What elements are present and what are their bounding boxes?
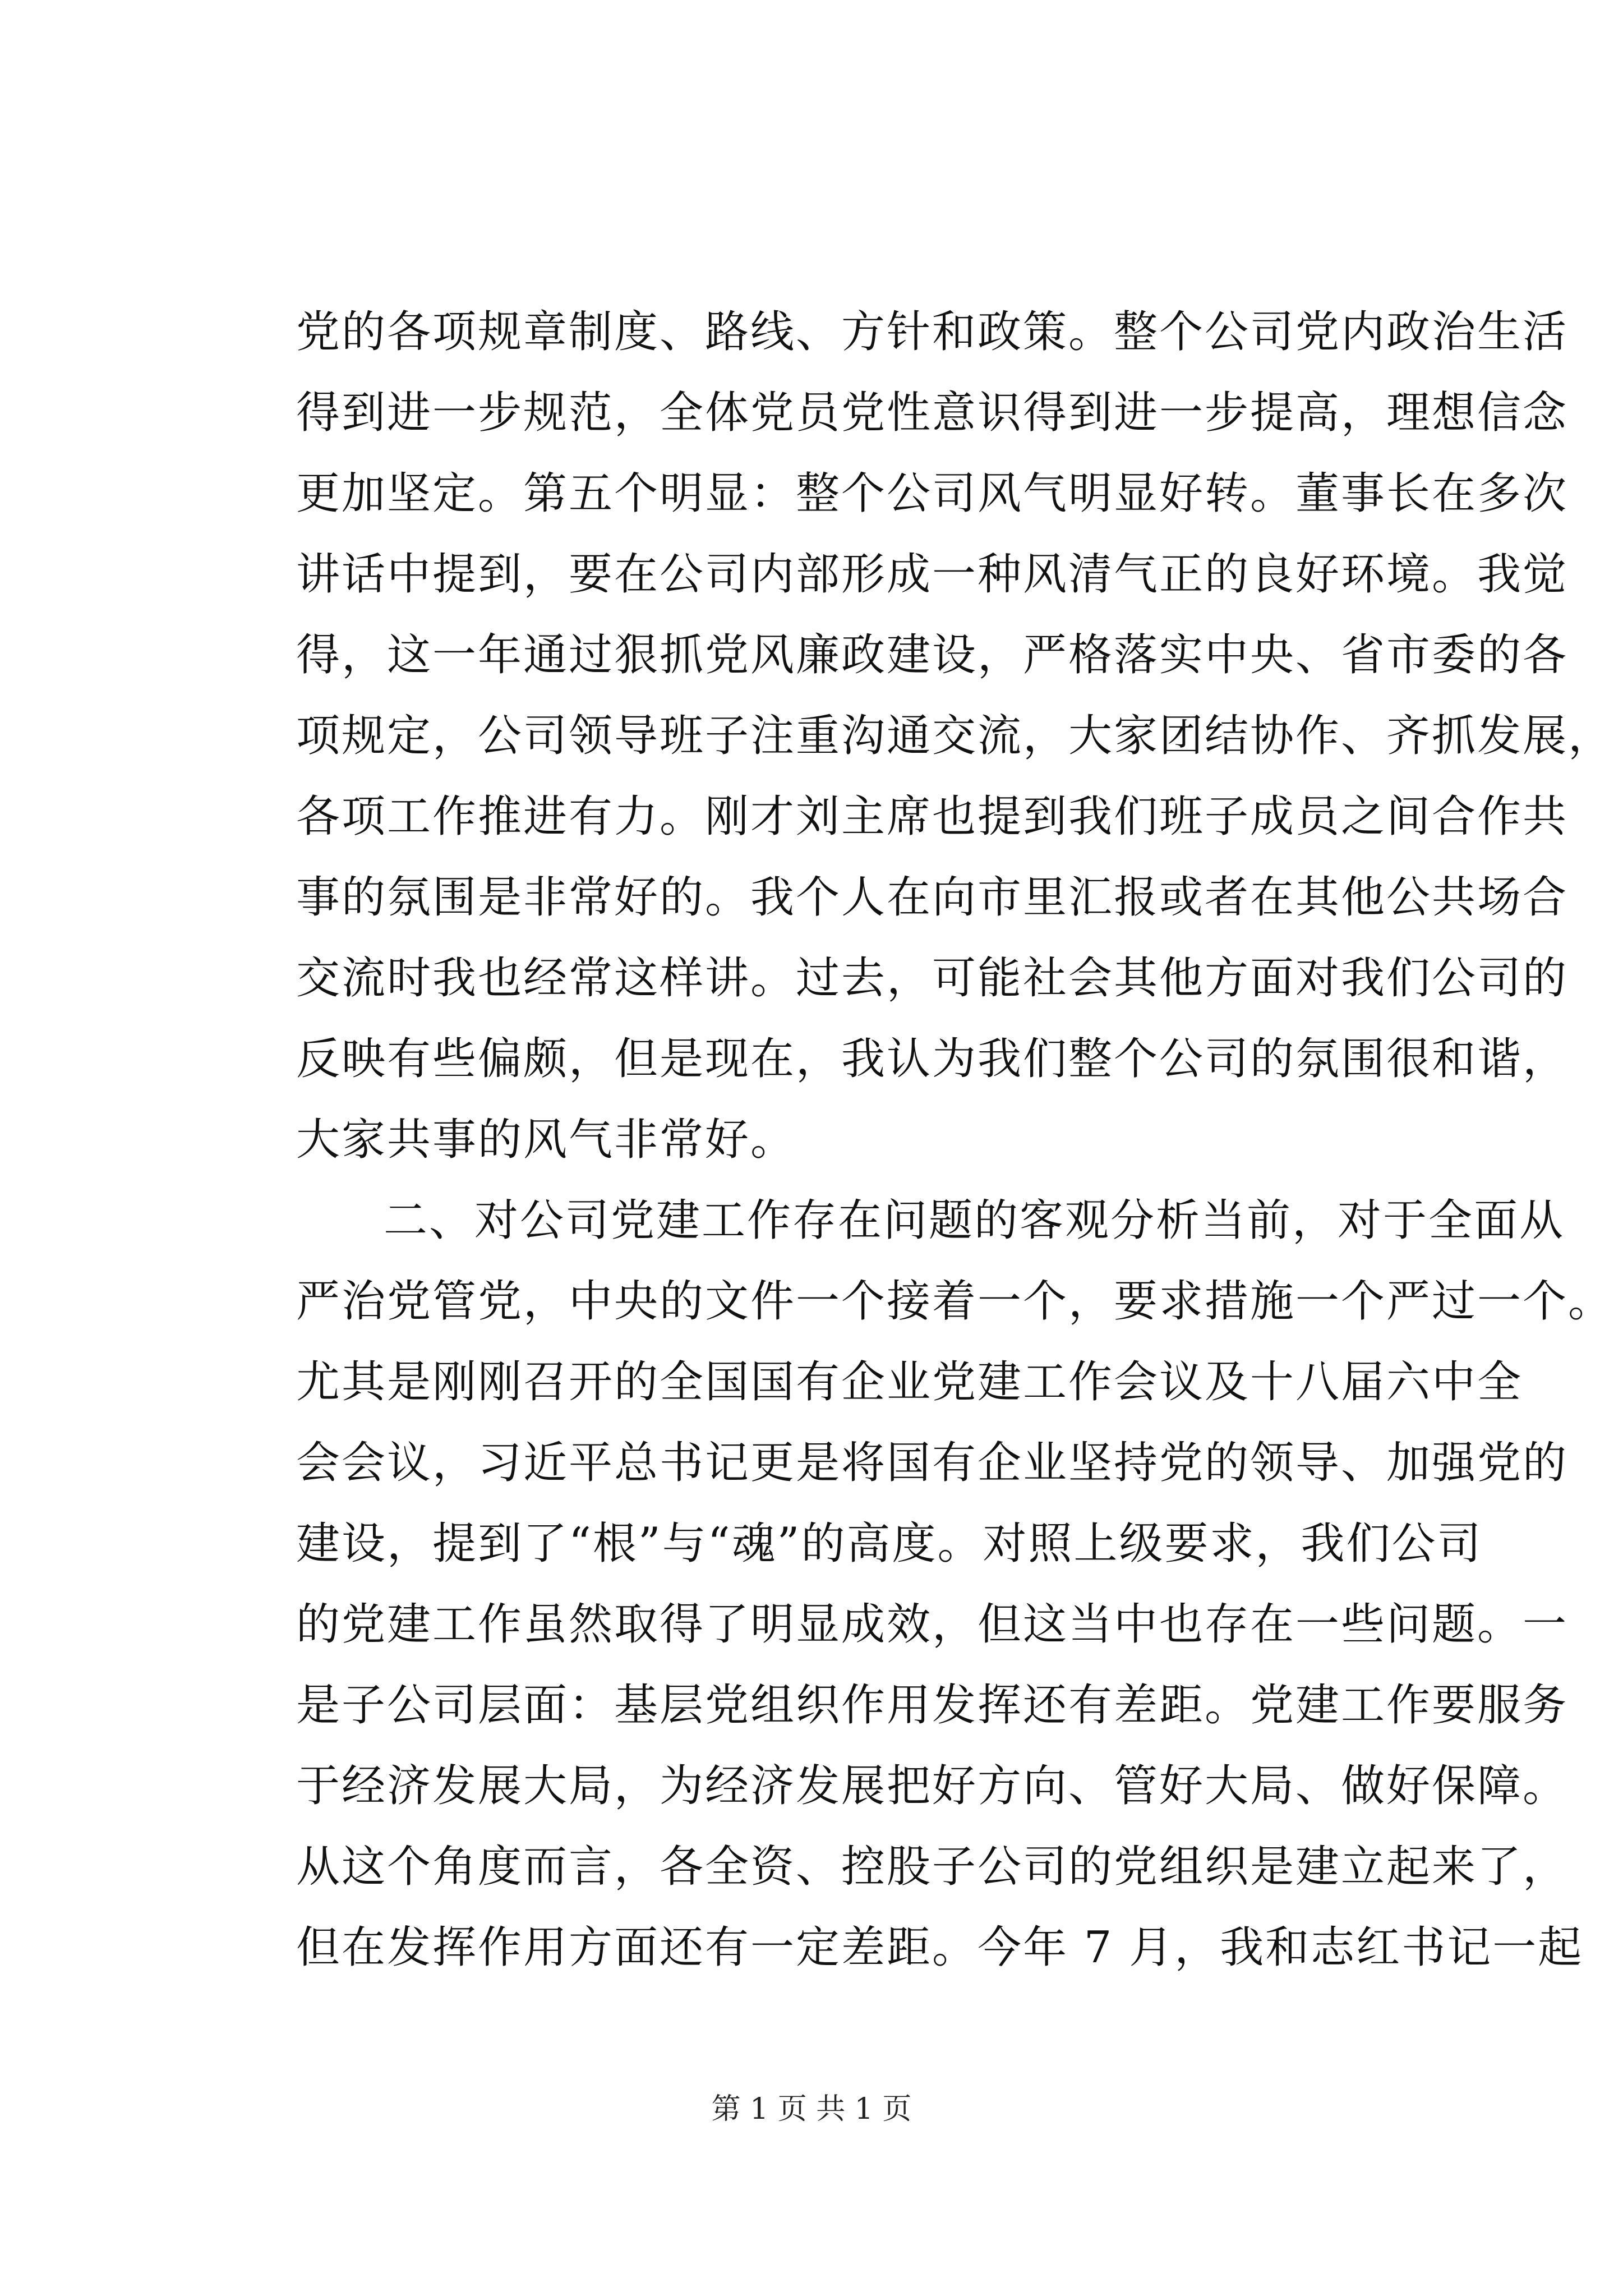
text-line: 二、对公司党建工作存在问题的客观分析当前，对于全面从: [384, 1195, 1565, 1246]
text-line: 反映有些偏颇，但是现在，我认为我们整个公司的氛围很和谐，: [296, 1034, 1569, 1084]
text-line: 项规定，公司领导班子注重沟通交流，大家团结协作、齐抓发展，: [296, 711, 1614, 761]
text-line: 会会议，习近平总书记更是将国有企业坚持党的领导、加强党的: [296, 1438, 1569, 1488]
text-line: 得到进一步规范，全体党员党性意识得到进一步提高，理想信念: [296, 388, 1569, 438]
page-footer: 第 1 页 共 1 页: [711, 2092, 912, 2126]
text-line: 各项工作推进有力。刚才刘主席也提到我们班子成员之间合作共: [296, 792, 1569, 842]
text-line: 交流时我也经常这样讲。过去，可能社会其他方面对我们公司的: [296, 953, 1569, 1004]
text-line: 于经济发展大局，为经济发展把好方向、管好大局、做好保障。: [296, 1761, 1569, 1811]
text-line: 党的各项规章制度、路线、方针和政策。整个公司党内政治生活: [296, 307, 1569, 357]
text-line: 讲话中提到，要在公司内部形成一种风清气正的良好环境。我觉: [296, 549, 1569, 600]
text-line: 是子公司层面：基层党组织作用发挥还有差距。党建工作要服务: [296, 1680, 1569, 1731]
text-line: 大家共事的风气非常好。: [296, 1115, 796, 1165]
text-line: 从这个角度而言，各全资、控股子公司的党组织是建立起来了，: [296, 1842, 1569, 1892]
text-line: 更加坚定。第五个明显：整个公司风气明显好转。董事长在多次: [296, 468, 1569, 519]
text-line: 的党建工作虽然取得了明显成效，但这当中也存在一些问题。一: [296, 1599, 1569, 1650]
text-line: 但在发挥作用方面还有一定差距。今年 7 月，我和志红书记一起: [296, 1922, 1584, 1973]
text-line: 得，这一年通过狠抓党风廉政建设，严格落实中央、省市委的各: [296, 630, 1569, 680]
text-line: 尤其是刚刚召开的全国国有企业党建工作会议及十八届六中全: [296, 1357, 1523, 1407]
document-body: [296, 292, 1614, 1988]
text-line: 严治党管党，中央的文件一个接着一个，要求措施一个严过一个。: [296, 1276, 1614, 1327]
text-line: 建设，提到了“根”与“魂”的高度。对照上级要求，我们公司: [296, 1519, 1483, 1569]
text-line: 事的氛围是非常好的。我个人在向市里汇报或者在其他公共场合: [296, 872, 1569, 923]
